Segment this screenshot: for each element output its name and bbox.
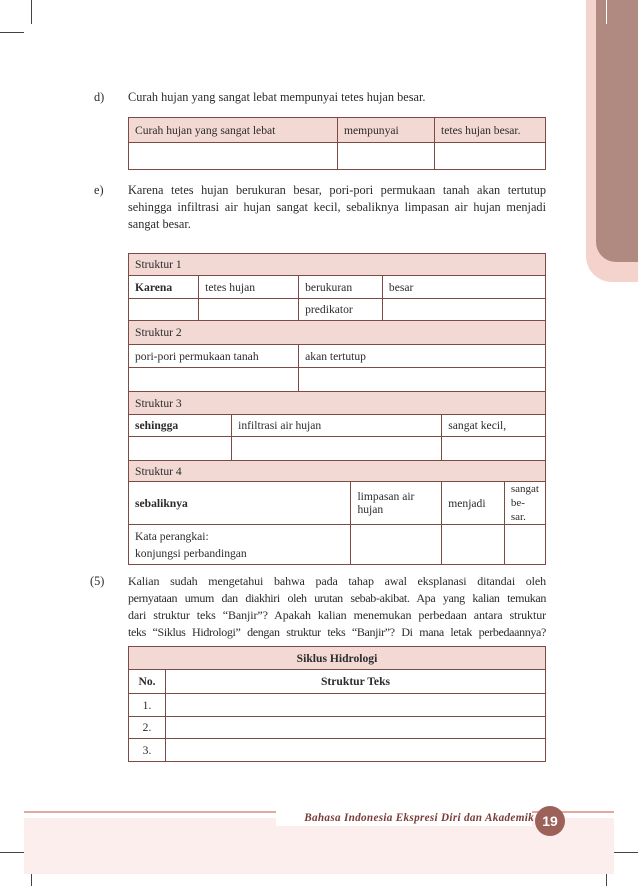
s3-sangat-kecil: sangat kecil, — [442, 415, 546, 437]
struktur-1-title: Struktur 1 — [129, 254, 546, 276]
row-blank — [166, 717, 546, 739]
row-blank — [166, 739, 546, 762]
item-d-blank — [435, 143, 546, 170]
item-5-text — [128, 573, 546, 641]
item-5-line: teks “Siklus Hidrologi” dengan struktur teks “Banjir”? Di mana letak perbedaannya? — [128, 625, 546, 639]
struktur-table — [128, 253, 546, 565]
s1-tetes-hujan: tetes hujan — [199, 276, 299, 299]
s1-besar: besar — [382, 276, 545, 299]
crop-mark — [0, 32, 24, 33]
kata-perangkai-value: konjungsi perbandingan — [135, 546, 247, 560]
s4-sangat-besar — [504, 482, 545, 525]
item-d-text: Curah hujan yang sangat lebat mempunyai tetes hujan besar. — [128, 90, 426, 104]
item-d-blank — [129, 143, 338, 170]
crop-mark — [606, 0, 607, 24]
item-5-line: pernyataan umum dan diakhiri oleh urutan sebab-akibat. Apa yang kalian temukan — [128, 591, 546, 605]
s2-pori-pori: pori-pori permukaan tanah — [129, 345, 299, 368]
s4-blank — [442, 525, 505, 565]
s1-blank — [129, 299, 199, 321]
struktur-2-title: Struktur 2 — [129, 321, 546, 345]
item-e-line: Karena tetes hujan berukuran besar, pori-pori permukaan tanah akan tertutup — [128, 183, 546, 197]
s1-berukuran: berukuran — [299, 276, 383, 299]
col-struktur-teks: Struktur Teks — [166, 670, 546, 694]
struktur-4-title: Struktur 4 — [129, 461, 546, 482]
item-d-blank — [338, 143, 435, 170]
s1-karena: Karena — [129, 276, 199, 299]
item-5-label: (5) — [90, 574, 105, 588]
item-d-label: d) — [94, 90, 105, 104]
s3-sehingga: sehingga — [129, 415, 232, 437]
s3-blank — [442, 437, 546, 461]
footer-band — [24, 818, 614, 874]
item-e-line: sehingga infiltrasi air hujan sangat kecil, sebaliknya limpasan air hujan menjadi — [128, 200, 546, 214]
item-d-cell-1: Curah hujan yang sangat lebat — [129, 118, 338, 143]
side-tab-brown — [596, 0, 638, 262]
s4-blank — [351, 525, 442, 565]
item-e-text — [128, 182, 546, 233]
footer-book-title: Bahasa Indonesia Ekspresi Diri dan Akademik — [304, 812, 534, 824]
siklus-title: Siklus Hidrologi — [129, 647, 546, 670]
s2-blank — [299, 368, 546, 392]
crop-mark — [614, 852, 638, 853]
item-d-table — [128, 117, 546, 170]
row-blank — [166, 694, 546, 717]
s1-blank — [382, 299, 545, 321]
crop-mark — [31, 0, 32, 24]
row-number: 2. — [129, 717, 166, 739]
s3-blank — [232, 437, 442, 461]
row-number: 3. — [129, 739, 166, 762]
crop-mark — [0, 852, 24, 853]
s1-blank — [199, 299, 299, 321]
siklus-table — [128, 646, 546, 762]
s4-menjadi: menjadi — [442, 482, 505, 525]
s3-infiltrasi: infiltrasi air hujan — [232, 415, 442, 437]
s4-blank — [504, 525, 545, 565]
s2-blank — [129, 368, 299, 392]
item-e-line: sangat besar. — [128, 217, 191, 231]
s2-akan-tertutup: akan tertutup — [299, 345, 546, 368]
s4-sangat-besar-line: sangat be- — [510, 483, 539, 509]
kata-perangkai-label: Kata perangkai: — [135, 529, 209, 543]
row-number: 1. — [129, 694, 166, 717]
s3-blank — [129, 437, 232, 461]
page-number: 19 — [535, 806, 565, 836]
item-5-line: Kalian sudah mengetahui bahwa pada tahap awal eksplanasi ditandai oleh — [128, 574, 546, 588]
item-e-label: e) — [94, 183, 104, 197]
item-d-cell-3: tetes hujan besar. — [435, 118, 546, 143]
s4-limpasan: limpasan air hujan — [351, 482, 442, 525]
s4-kata-perangkai — [129, 525, 351, 565]
struktur-3-title: Struktur 3 — [129, 392, 546, 415]
s4-sebaliknya: sebaliknya — [129, 482, 351, 525]
col-no: No. — [129, 670, 166, 694]
s4-sangat-besar-line: sar. — [510, 511, 526, 523]
s1-predikator: predikator — [299, 299, 383, 321]
item-5-line: dari struktur teks “Banjir”? Apakah kalian menemukan perbedaan antara struktur — [128, 608, 546, 622]
item-d-cell-2: mempunyai — [338, 118, 435, 143]
